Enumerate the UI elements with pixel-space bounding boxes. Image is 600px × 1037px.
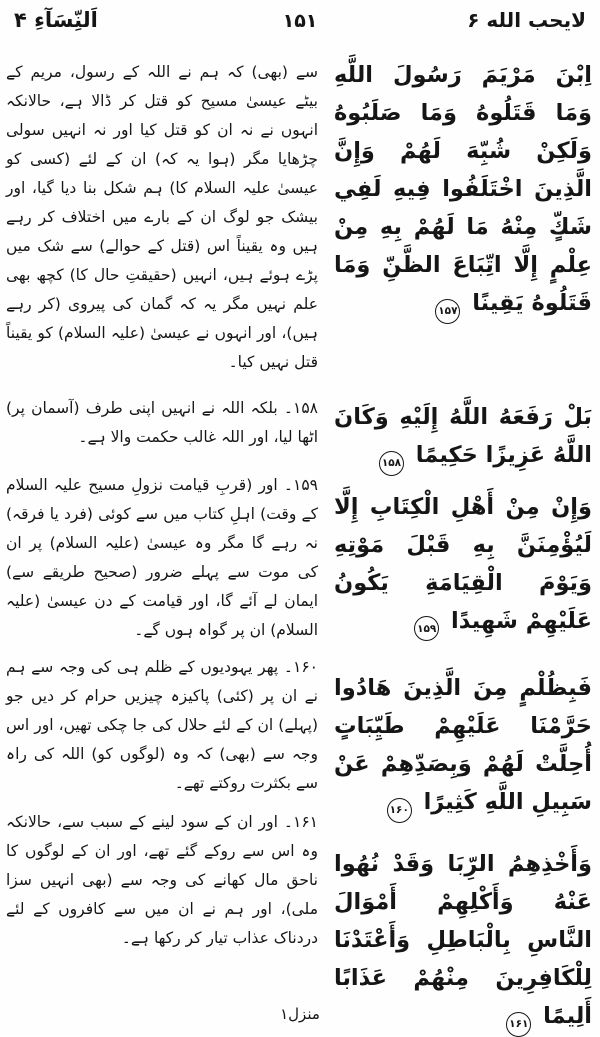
arabic-verse-157 [334,56,592,324]
arabic-verse-160 [334,669,592,823]
arabic-verse-text: بَلْ رَفَعَهُ اللَّهُ إِلَيْهِ وَكَانَ اللَّهُ عَزِيزًا حَكِيمًا [334,403,592,468]
verse-number-badge: ۱۵۸ [379,451,404,476]
arabic-verse-text: فَبِظُلْمٍ مِنَ الَّذِينَ هَادُوا حَرَّمْنَا عَلَيْهِمْ طَيِّبَاتٍ أُحِلَّتْ لَهُمْ وَبِصَدِّهِمْ عَنْ سَبِيلِ اللَّهِ كَثِيرًا [334,675,592,816]
urdu-paragraph-161: ۱۶۱۔ اور ان کے سود لینے کے سبب سے، حالانکہ وہ اس سے روکے گئے تھے، اور ان کے لوگوں کا ناحق مال کھانے کی وجہ سے (بھی انہیں سزا ملی)، اور ہم نے ان میں سے کافروں کے لئے دردناک عذاب تیار کر رکھا ہے۔ [6,813,318,947]
footer-manzil-label: منزل۱ [280,1005,320,1023]
arabic-verse-text: وَأَخْذِهِمُ الرِّبَا وَقَدْ نُهُوا عَنْهُ وَأَكْلِهِمْ أَمْوَالَ النَّاسِ بِالْبَاطِلِ وَأَعْتَدْنَا لِلْكَافِرِينَ مِنْهُمْ عَذَابًا أَلِيمًا [334,851,592,1029]
arabic-verse-text: وَإِنْ مِنْ أَهْلِ الْكِتَابِ إِلَّا لَيُؤْمِنَنَّ بِهِ قَبْلَ مَوْتِهِ وَيَوْمَ الْقِيَامَةِ يَكُونُ عَلَيْهِمْ شَهِيدًا [334,493,592,634]
header-surah-name: اَلنِّسَآءِ ۴ [14,8,98,32]
urdu-paragraph-160: ۱۶۰۔ پھر یہودیوں کے ظلم ہی کی وجہ سے ہم نے ان پر (کئی) پاکیزہ چیزیں حرام کر دیں جو (پہلے) ان کے لئے حلال کی جا چکی تھیں، اور اس وجہ سے (بھی) کہ وہ (لوگوں کو) اللہ کی راہ سے بکثرت روکتے تھے۔ [6,658,318,792]
verse-number-badge: ۱۶۰ [387,798,412,823]
urdu-translation-column [6,58,318,953]
header-page-number: ۱۵۱ [282,10,318,32]
verse-number-badge: ۱۵۷ [435,299,460,324]
arabic-verse-text: اِبْنَ مَرْيَمَ رَسُولَ اللَّهِ وَمَا قَتَلُوهُ وَمَا صَلَبُوهُ وَلَكِنْ شُبِّهَ لَهُمْ وَإِنَّ الَّذِينَ اخْتَلَفُوا فِيهِ لَفِي شَكٍّ مِنْهُ مَا لَهُمْ بِهِ مِنْ عِلْمٍ إِلَّا اتِّبَاعَ الظَّنِّ وَمَا قَتَلُوهُ يَقِينًا [334,62,592,316]
header-juz-name: لايحب الله ۶ [467,8,586,32]
verse-number-badge: ۱۵۹ [414,616,439,641]
urdu-paragraph-158: ۱۵۸۔ بلکہ اللہ نے انہیں اپنی طرف (آسمان پر) اٹھا لیا، اور اللہ غالب حکمت والا ہے۔ [6,399,318,446]
urdu-paragraph-157: سے (بھی) کہ ہم نے اللہ کے رسول، مریم کے بیٹے عیسیٰ مسیح کو قتل کر ڈالا ہے، حالانکہ انہوں نے نہ ان کو قتل کیا اور نہ انہیں سولی چڑھایا مگر (ہوا یہ کہ) ان کے لئے (کسی کو عیسیٰ علیہ السلام کا) ہم شکل بنا دیا گیا، اور بیشک جو لوگ ان کے بارے میں اختلاف کر رہے ہیں وہ یقیناً اس (قتل کے حوالے) سے شک میں پڑے ہوئے ہیں، انہیں (حقیقتِ حال کا) کچھ بھی علم نہیں مگر یہ کہ گمان کی پیروی (کر رہے ہیں)، اور انہوں نے عیسیٰ (علیہ السلام) کو یقیناً قتل نہیں کیا۔ [6,63,318,371]
arabic-verse-158 [334,398,592,476]
arabic-verses-column [334,56,592,1037]
verse-number-badge: ۱۶۱ [506,1012,531,1037]
arabic-verse-159 [334,488,592,642]
urdu-paragraph-159: ۱۵۹۔ اور (قربِ قیامت نزولِ مسیح علیہ السلام کے وقت) اہلِ کتاب میں سے کوئی (فرد یا فرقہ) نہ رہے گا مگر وہ عیسیٰ (علیہ السلام) پر ان کی موت سے پہلے ضرور (صحیح طریقے سے) ایمان لے آئے گا، اور قیامت کے دن عیسیٰ (علیہ السلام) ان پر گواہ ہوں گے۔ [6,476,318,639]
